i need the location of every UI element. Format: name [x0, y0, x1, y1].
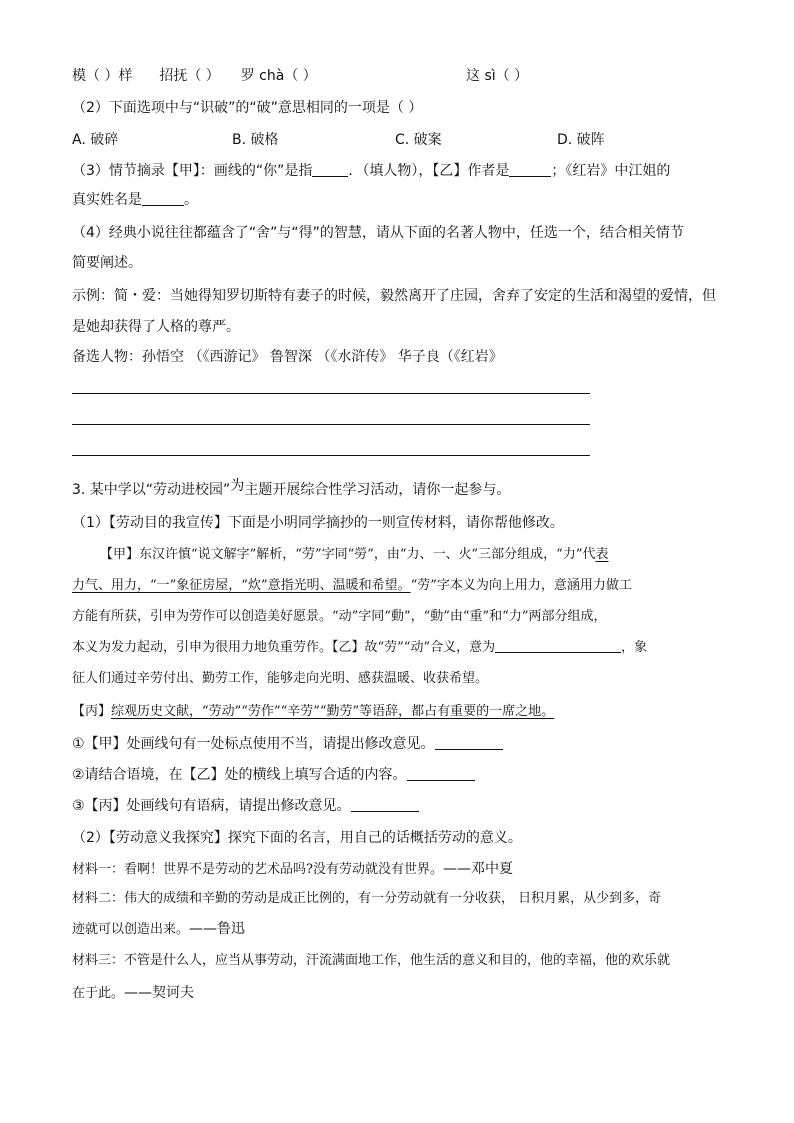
- question-4-line1: （4）经典小说往往都蕴含了“舍”与“得”的智慧，请从下面的名著人物中，任选一个，结合相关情节: [72, 225, 684, 241]
- answer-blank-ni[interactable]: [312, 162, 348, 177]
- material-2-line2: 迹就可以创造出来。——鲁迅: [72, 921, 246, 937]
- passage-bing: 【丙】综观历史文献，“劳动”“劳作”“辛劳”“勤劳”等语辞，都占有重要的一席之地。: [72, 704, 555, 719]
- passage-jia-line1: 【甲】东汉许慎“说文解字”解析，“劳”字同“勞”，由“力、一、火”三部分组成，“力”代表: [100, 547, 609, 562]
- option-b: B. 破格: [232, 132, 279, 148]
- question-2-stem: （2）下面选项中与“识破”的“破”意思相同的一项是（ ）: [72, 100, 423, 116]
- question-3-1-a: ①【甲】处画线句有一处标点使用不当，请提出修改意见。: [72, 734, 503, 754]
- question-3-line1: （3）情节摘录【甲】：画线的“你”是指 ．（填人物），【乙】作者是 ；《红岩》中江姐的: [72, 163, 671, 179]
- passage-jia-line3: 方能有所获，引申为劳作可以创造美好愿景。“动”字同“動”，“動”由“重”和“力”两部分组成，: [72, 609, 607, 624]
- example-line1: 示例：简・爱：当她得知罗切斯特有妻子的时候，毅然离开了庄园，舍弃了安定的生活和渴望的爱情，但: [72, 288, 716, 304]
- question-4-line2: 简要阐述。: [72, 255, 142, 271]
- question-3-line2: 真实姓名是 。: [72, 192, 198, 208]
- material-3-line2: 在于此。——契诃夫: [72, 985, 195, 1001]
- answer-line-1[interactable]: [72, 393, 590, 394]
- pinyin-fill-row: [72, 66, 317, 86]
- passage-jia-line2: 力气、用力，“一”象征房屋，“炊”意指光明、温暖和希望。“劳”字本义为向上用力，意涵用力做工: [72, 578, 632, 593]
- answer-blank-c[interactable]: [351, 797, 419, 812]
- option-a: A. 破碎: [72, 132, 119, 148]
- answer-blank-a[interactable]: [435, 735, 503, 750]
- section-3-title: 3. 某中学以“劳动进校园”为主题开展综合性学习活动，请你一起参与。: [72, 478, 511, 498]
- subtask-1-title: （1）【劳动目的我宣传】下面是小明同学摘抄的一则宣传材料，请你帮他修改。: [72, 515, 564, 531]
- answer-line-3[interactable]: [72, 455, 590, 456]
- answer-blank-realname[interactable]: [142, 191, 184, 206]
- material-1: 材料一：看啊！世界不是劳动的艺术品吗?没有劳动就没有世界。——邓中夏: [72, 861, 513, 877]
- answer-line-2[interactable]: [72, 424, 590, 425]
- answer-blank-yi[interactable]: [495, 638, 621, 653]
- question-3-1-c: ③【丙】处画线句有语病，请提出修改意见。: [72, 796, 419, 816]
- subtask-2-title: （2）【劳动意义我探究】探究下面的名言，用自己的话概括劳动的意义。: [72, 830, 522, 846]
- passage-jia-line5: 征人们通过辛劳付出、勤劳工作，能够走向光明、感获温暖、收获希望。: [72, 671, 489, 686]
- material-3-line1: 材料三：不管是什么人，应当从事劳动，汗流满面地工作，他生活的意义和目的，他的幸福，他的欢乐就: [72, 953, 671, 968]
- option-c: C. 破案: [395, 132, 442, 148]
- option-d: D. 破阵: [557, 132, 605, 148]
- fill-item-mo: 模（ ）样: [72, 68, 133, 84]
- fill-item-luo: 罗 chà（ ）: [240, 68, 317, 84]
- fill-item-zhaofu: 招抚（ ）: [159, 68, 220, 84]
- candidate-characters: 备选人物：孙悟空 （《西游记》 鲁智深 （《水浒传》 华子良（《红岩》: [72, 349, 503, 365]
- fill-item-zhe: 这 sì（ ）: [466, 68, 529, 84]
- question-3-1-b: ②请结合语境，在【乙】处的横线上填写合适的内容。: [72, 765, 475, 785]
- passage-jia-line4: 本义为发力起动，引申为很用力地负重劳作。【乙】故“劳”“动”合义，意为 ，象: [72, 640, 648, 655]
- example-line2: 是她却获得了人格的尊严。: [72, 319, 240, 335]
- answer-blank-b[interactable]: [407, 766, 475, 781]
- material-2-line1: 材料二：伟大的成绩和辛勤的劳动是成正比例的，有一分劳动就有一分收获， 日积月累，从少到多，奇: [72, 891, 662, 906]
- answer-blank-author[interactable]: [509, 162, 551, 177]
